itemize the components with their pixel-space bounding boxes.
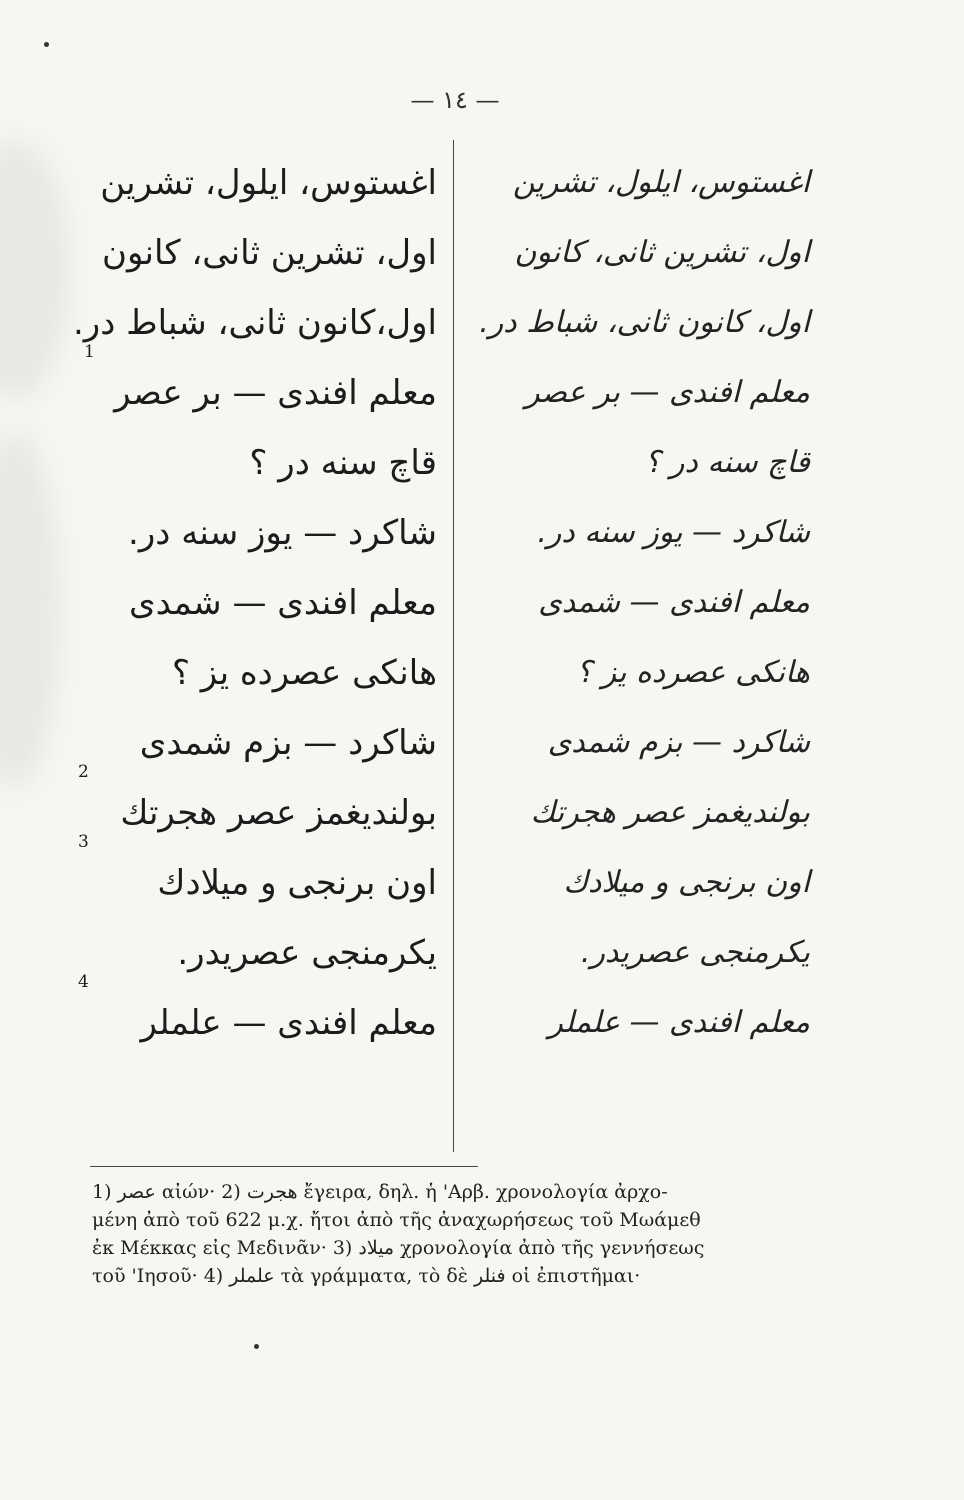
print-speck [44,42,49,47]
footnotes [92,1178,812,1290]
text-line: اول، تشرین ثانی، کانون [101,233,437,273]
footnote-marker: 2 [78,762,89,782]
text-line: بولندیغمز عصر هجرتك 2 [78,762,437,833]
text-line: شاکرد — بزم شمدی [547,725,810,760]
footnote-line: τοῦ 'Ιησοῦ· 4) علملر τὰ γράμματα, τὸ δὲ فنلر οἱ ἐπιστῆμαι· [92,1265,641,1287]
text-line: اول، کانون ثانی، شباط در. [479,305,810,340]
ink-bleed-shadow [0,140,70,400]
footnote-line: ἐκ Μέκκας εἰς Μεδινᾶν· 3) میلاد χρονολογία ἀπὸ τῆς γεννήσεως [92,1237,705,1259]
text-line: شاکرد — بزم شمدی [139,723,437,763]
footnote-rule [90,1166,478,1167]
text-line: اغستوس، ایلول، تشرین [100,163,437,203]
text-line: معلم افندی — علملر [548,1005,810,1040]
column-divider [453,140,454,1152]
text-line: معلم افندی — شمدی [129,583,437,623]
text-line: هانکی عصرده یز ؟ [171,653,437,693]
text-line: معلم افندی — بر عصر [525,375,810,410]
printed-text-column [72,148,437,1058]
text-line: یکرمنجی عصریدر. [177,933,437,973]
text-line: اغستوس، ایلول، تشرین [512,165,810,200]
text-line: اون برنجی و میلادك [563,865,810,900]
text-line: معلم افندی — علملر 4 [78,972,437,1043]
handwritten-text-column [470,148,810,1058]
text-line: هانکی عصرده یز ؟ [576,655,810,690]
page-number: — ١٤ — [410,86,500,114]
text-line: بولندیغمز عصر هجرتك [530,795,810,830]
text-line: اول، تشرین ثانی، کانون [514,235,810,270]
text-line: شاکرد — یوز سنه در. [537,515,810,550]
footnote-marker: 1 [84,342,95,362]
footnote-line: μένη ἀπὸ τοῦ 622 μ.χ. ἤτοι ἀπὸ τῆς ἀναχωρήσεως τοῦ Μωάμεθ [92,1209,701,1231]
footnote-marker: 4 [78,972,89,992]
text-line: اول،کانون ثانی، شباط در. [72,303,437,343]
text-line: قاچ سنه در ؟ [644,445,810,480]
text-line: شاکرد — یوز سنه در. [128,513,437,553]
footnote-line: 1) عصر αἰών· 2) هجرت ἔγειρα, δηλ. ἡ 'Αρβ. χρονολογία ἀρχο- [92,1181,668,1203]
print-speck [254,1344,259,1349]
text-line: قاچ سنه در ؟ [249,443,437,483]
text-line: یکرمنجی عصریدر. [580,935,810,970]
text-line: اون برنجی و میلادك 3 [78,832,437,903]
text-line: معلم افندی — شمدی [538,585,810,620]
footnote-marker: 3 [78,832,89,852]
ink-bleed-shadow [0,430,60,790]
text-line: معلم افندی — بر عصر 1 [84,342,437,413]
